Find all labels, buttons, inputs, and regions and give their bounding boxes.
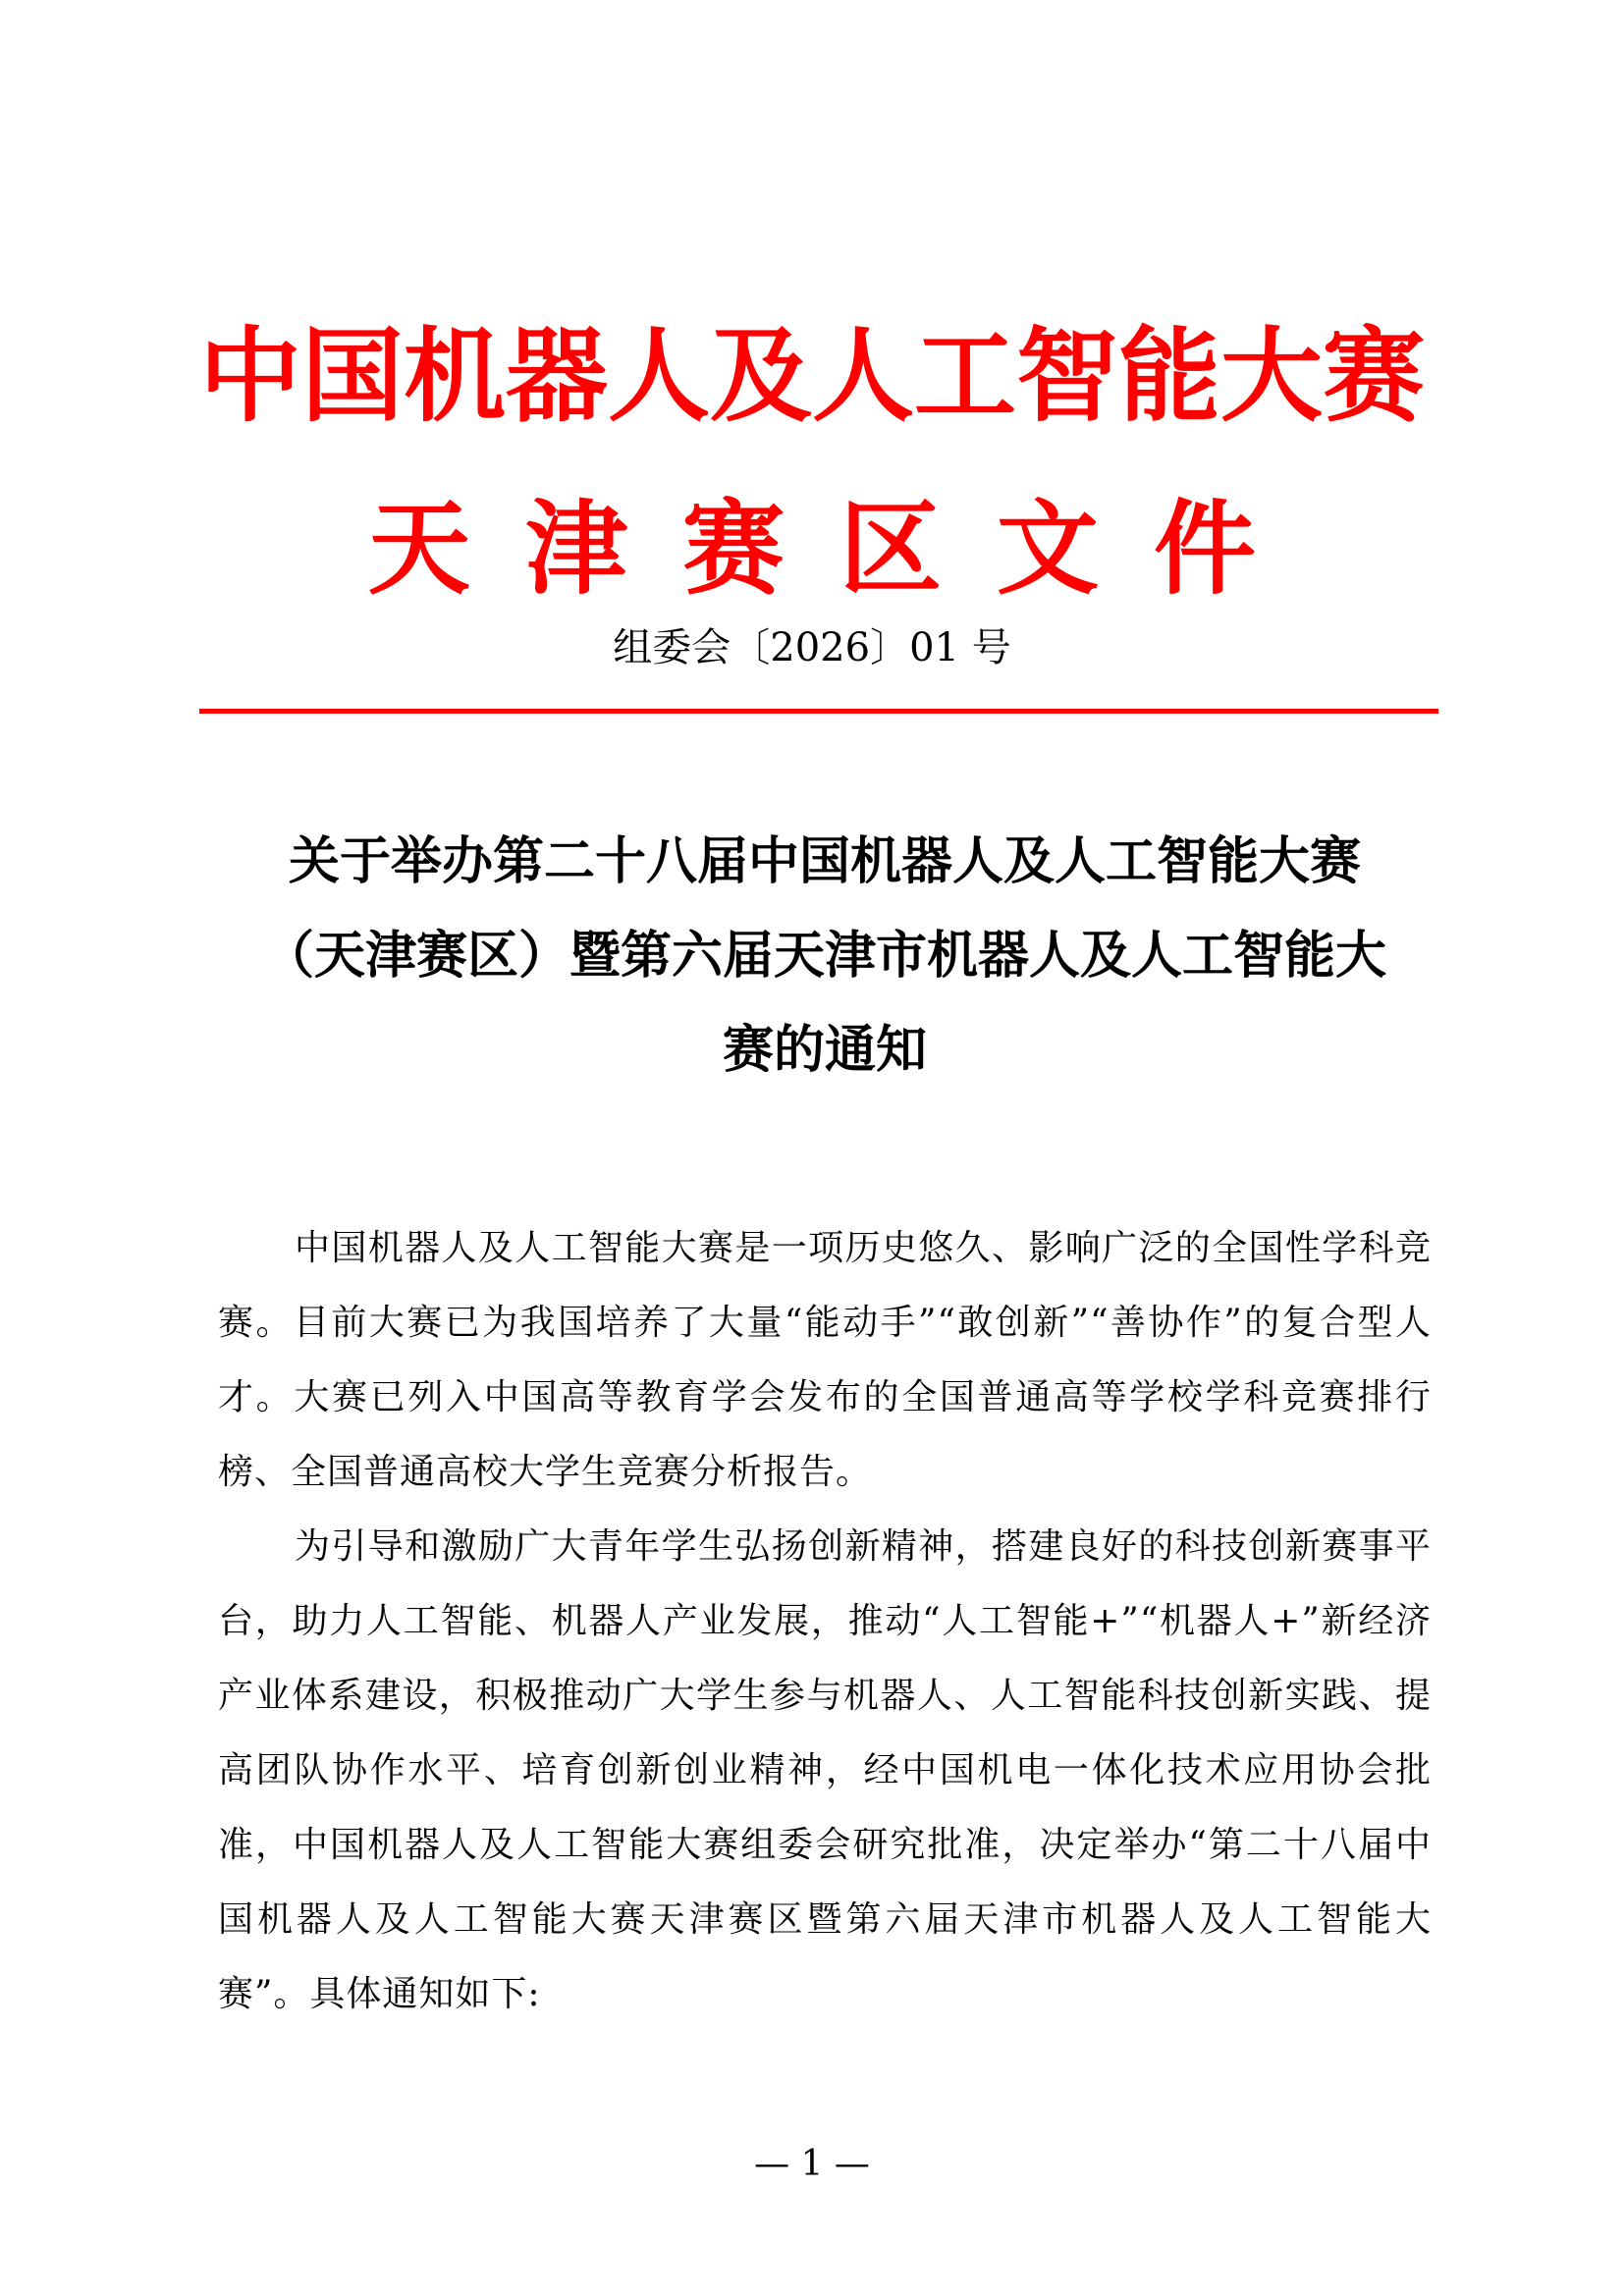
body-paragraph-2: 为引导和激励广大青年学生弘扬创新精神，搭建良好的科技创新赛事平台，助力人工智能、机器人产业发展，推动“人工智能+”“机器人+”新经济产业体系建设，积极推动广大学生参与机器人、人工智能科技创新实践、提高团队协作水平、培育创新创业精神，经中国机电一体化技术应用协会批准，中国机器人及人工智能大赛组委会研究批准，决定举办“第二十八届中国机器人及人工智能大赛天津赛区暨第六届天津市机器人及人工智能大赛”。具体通知如下: [218,1526,1432,2014]
header-organization-name: 中国机器人及人工智能大赛 [198,316,1425,436]
red-divider-line [199,709,1438,714]
document-number: 组委会〔2026〕01 号 [613,625,1011,670]
header-document-type: 天津赛区文件 [367,489,1311,609]
title-line-3: 赛的通知 [722,1021,927,1080]
document-body [218,1211,1432,2032]
title-line-1: 关于举办第二十八届中国机器人及人工智能大赛 [288,832,1361,891]
body-paragraph-1: 中国机器人及人工智能大赛是一项历史悠久、影响广泛的全国性学科竞赛。目前大赛已为我国培养了大量“能动手”“敢创新”“善协作”的复合型人才。大赛已列入中国高等教育学会发布的全国普通高等学校学科竞赛排行榜、全国普通高校大学生竞赛分析报告。 [218,1228,1432,1492]
title-line-2: （天津赛区）暨第六届天津市机器人及人工智能大 [262,927,1386,986]
page-number: — 1 — [754,2144,870,2184]
document-title [216,815,1434,1097]
